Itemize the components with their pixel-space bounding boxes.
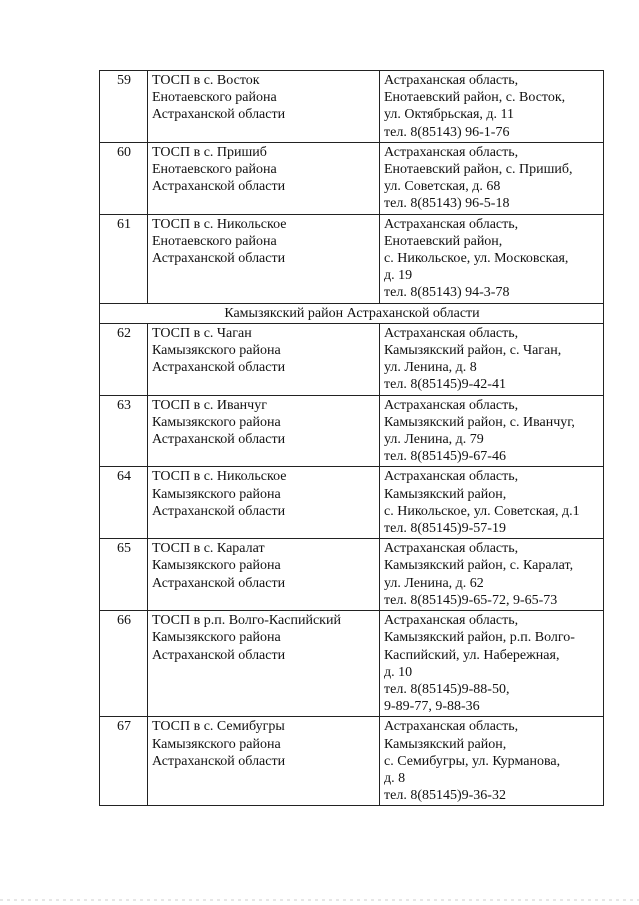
address-line: Енотаевский район, с. Пришиб, <box>384 162 573 178</box>
table-row <box>100 539 604 611</box>
office-name-line: ТОСП в с. Пришиб <box>152 144 267 160</box>
address-line: ул. Советская, д. 68 <box>384 179 501 195</box>
row-number: 60 <box>100 142 148 214</box>
address-line: Астраханская область, <box>384 397 519 413</box>
offices-table-body <box>100 71 604 806</box>
address-cell <box>380 717 604 806</box>
address-line: Астраханская область, <box>384 144 519 160</box>
row-number: 59 <box>100 71 148 143</box>
address-line: Камызякский район, р.п. Волго- <box>384 630 575 646</box>
office-name-line: Енотаевского района <box>152 90 277 106</box>
address-line: тел. 8(85143) 96-5-18 <box>384 196 510 212</box>
address-line: тел. 8(85143) 94-3-78 <box>384 285 510 301</box>
address-cell <box>380 323 604 395</box>
address-line: Астраханская область, <box>384 216 519 232</box>
address-cell <box>380 611 604 717</box>
address-line: Камызякский район, с. Иванчуг, <box>384 414 575 430</box>
table-row <box>100 395 604 467</box>
address-line: Астраханская область, <box>384 541 519 557</box>
address-cell <box>380 539 604 611</box>
office-name-line: Астраханской области <box>152 251 286 267</box>
office-name-line: Камызякского района <box>152 414 281 430</box>
address-cell <box>380 467 604 539</box>
office-name-line: Енотаевского района <box>152 233 277 249</box>
row-number: 65 <box>100 539 148 611</box>
office-name-line: Астраханской области <box>152 360 286 376</box>
office-name-line: Енотаевского района <box>152 162 277 178</box>
office-name-line: ТОСП в с. Восток <box>152 73 260 88</box>
office-name-line: ТОСП в р.п. Волго-Каспийский <box>152 613 341 629</box>
address-line: тел. 8(85145)9-88-50, <box>384 681 510 697</box>
address-line: Камызякский район, с. Чаган, <box>384 343 562 359</box>
address-line: с. Никольское, ул. Московская, <box>384 251 569 267</box>
office-name-line: Астраханской области <box>152 753 286 769</box>
address-line: д. 19 <box>384 268 413 284</box>
office-name-cell <box>148 71 380 143</box>
row-number: 62 <box>100 323 148 395</box>
office-name-line: ТОСП в с. Никольское <box>152 216 287 232</box>
office-name-line: Астраханской области <box>152 432 286 448</box>
office-name-line: Астраханской области <box>152 503 286 519</box>
scan-edge-mark <box>0 899 639 901</box>
table-row <box>100 717 604 806</box>
row-number: 61 <box>100 214 148 303</box>
address-line: Камызякский район, <box>384 736 507 752</box>
address-line: Енотаевский район, <box>384 233 503 249</box>
office-name-line: ТОСП в с. Никольское <box>152 469 287 485</box>
address-line: ул. Ленина, д. 62 <box>384 575 484 591</box>
address-line: д. 10 <box>384 664 413 680</box>
office-name-cell <box>148 142 380 214</box>
table-row <box>100 71 604 143</box>
address-line: с. Семибугры, ул. Курманова, <box>384 753 561 769</box>
address-line: Камызякский район, с. Каралат, <box>384 558 574 574</box>
row-number: 67 <box>100 717 148 806</box>
address-line: тел. 8(85145)9-36-32 <box>384 788 506 804</box>
row-number: 64 <box>100 467 148 539</box>
address-line: Астраханская область, <box>384 73 519 88</box>
address-cell <box>380 142 604 214</box>
office-name-cell <box>148 467 380 539</box>
office-name-cell <box>148 717 380 806</box>
offices-table <box>99 70 604 806</box>
row-number: 63 <box>100 395 148 467</box>
table-row <box>100 611 604 717</box>
office-name-cell <box>148 323 380 395</box>
section-title: Камызякский район Астраханской области <box>100 303 604 323</box>
address-line: Астраханская область, <box>384 325 519 341</box>
table-row <box>100 467 604 539</box>
address-line: тел. 8(85145)9-65-72, 9-65-73 <box>384 592 558 608</box>
address-line: ул. Ленина, д. 8 <box>384 360 477 376</box>
address-line: ул. Ленина, д. 79 <box>384 432 484 448</box>
address-cell <box>380 71 604 143</box>
address-line: Каспийский, ул. Набережная, <box>384 647 560 663</box>
address-line: тел. 8(85145)9-67-46 <box>384 449 506 465</box>
address-line: д. 8 <box>384 770 406 786</box>
office-name-line: Камызякского района <box>152 630 281 646</box>
office-name-line: Астраханской области <box>152 647 286 663</box>
table-row <box>100 323 604 395</box>
office-name-line: Астраханской области <box>152 179 286 195</box>
office-name-line: ТОСП в с. Иванчуг <box>152 397 267 413</box>
address-line: тел. 8(85145)9-57-19 <box>384 521 506 537</box>
address-line: ул. Октябрьская, д. 11 <box>384 107 515 123</box>
address-line: Енотаевский район, с. Восток, <box>384 90 566 106</box>
office-name-cell <box>148 214 380 303</box>
office-name-line: ТОСП в с. Семибугры <box>152 719 285 735</box>
address-line: Астраханская область, <box>384 469 519 485</box>
row-number: 66 <box>100 611 148 717</box>
office-name-line: Астраханской области <box>152 575 286 591</box>
office-name-line: Камызякского района <box>152 343 281 359</box>
address-line: Астраханская область, <box>384 719 519 735</box>
address-cell <box>380 214 604 303</box>
address-line: тел. 8(85143) 96-1-76 <box>384 124 510 140</box>
table-row <box>100 214 604 303</box>
office-name-line: Камызякского района <box>152 736 281 752</box>
address-line: с. Никольское, ул. Советская, д.1 <box>384 503 580 519</box>
address-line: Камызякский район, <box>384 486 507 502</box>
office-name-line: ТОСП в с. Чаган <box>152 325 252 341</box>
office-name-line: Камызякского района <box>152 558 281 574</box>
office-name-line: Астраханской области <box>152 107 286 123</box>
office-name-cell <box>148 611 380 717</box>
section-header-row <box>100 303 604 323</box>
address-cell <box>380 395 604 467</box>
table-row <box>100 142 604 214</box>
office-name-line: Камызякского района <box>152 486 281 502</box>
office-name-line: ТОСП в с. Каралат <box>152 541 265 557</box>
address-line: Астраханская область, <box>384 613 519 629</box>
office-name-cell <box>148 395 380 467</box>
office-name-cell <box>148 539 380 611</box>
address-line: 9-89-77, 9-88-36 <box>384 699 480 715</box>
address-line: тел. 8(85145)9-42-41 <box>384 377 506 393</box>
